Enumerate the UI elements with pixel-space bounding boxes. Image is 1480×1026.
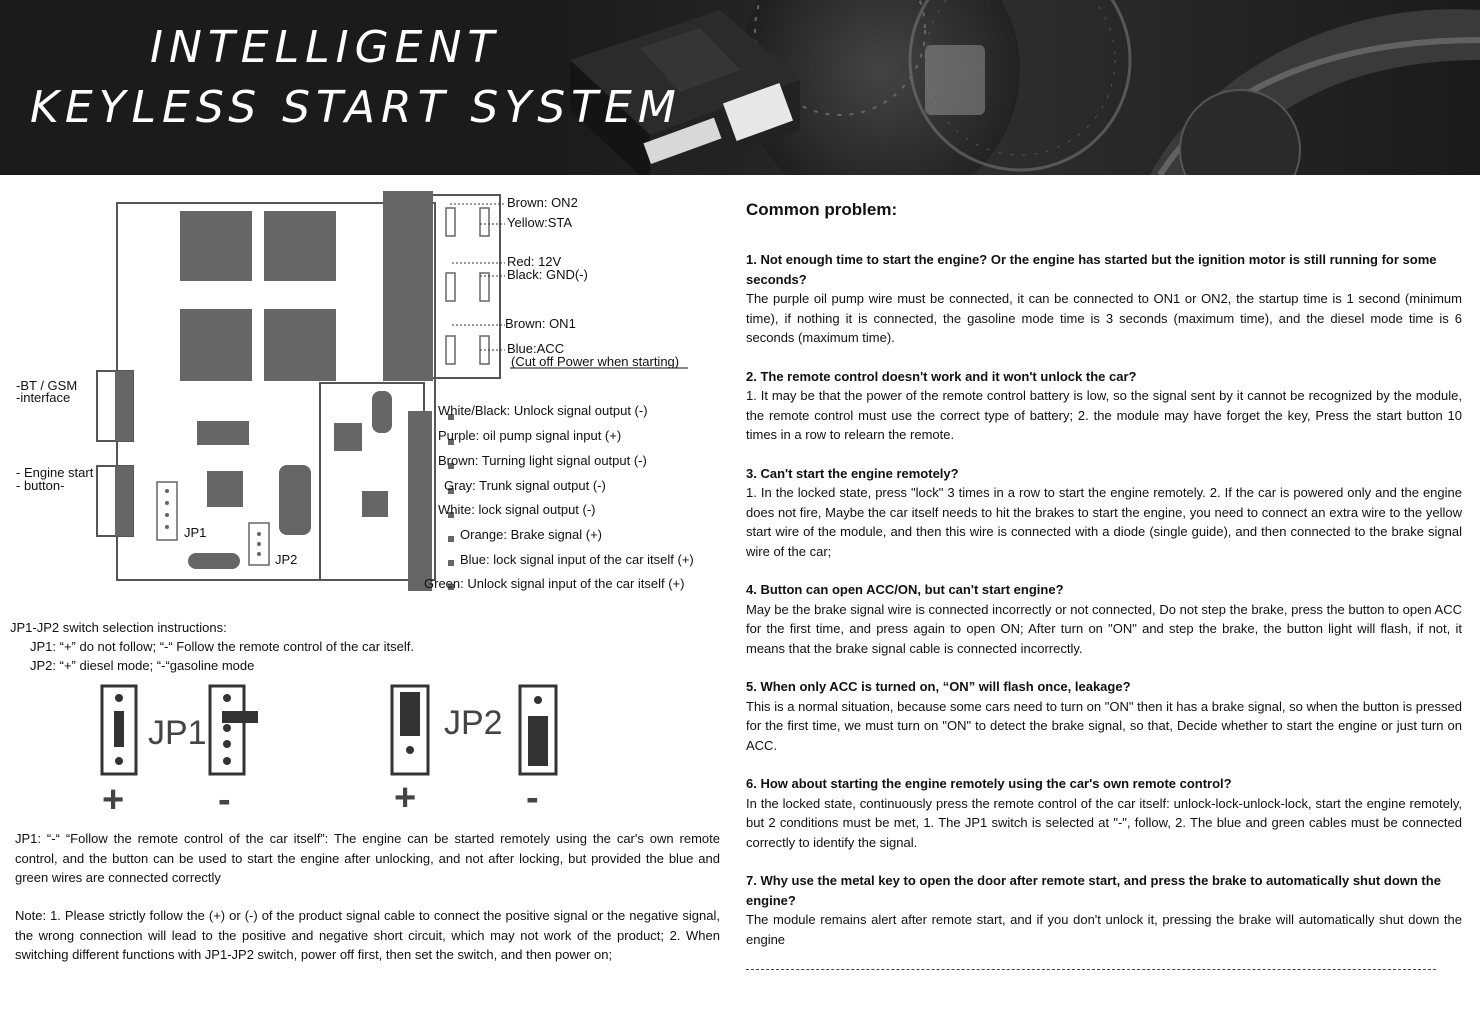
problem-question: 7. Why use the metal key to open the door after remote start, and press the brake to automatically shut down the engine?	[746, 873, 1441, 908]
wire-label-black-gnd: Black: GND(-)	[507, 267, 588, 282]
problem-question: 4. Button can open ACC/ON, but can't start engine?	[746, 582, 1064, 597]
jumper-figure	[90, 676, 590, 826]
jp2-figure-label: JP2	[444, 704, 503, 742]
jp1-figure-label: JP1	[148, 714, 207, 752]
wire-label-blue-acc: Blue:ACC	[507, 341, 565, 356]
jp1-follow-note: JP1: “-“ “Follow the remote control of the car itself”: The engine can be started remotely using the car's own remote control, and the button can be used to start the engine after unlocking, and not after locking, but provided the blue and green wires are connected correctly	[15, 831, 720, 885]
common-problems-title: Common problem:	[746, 200, 898, 219]
problem-question: 5. When only ACC is turned on, “ON” will flash once, leakage?	[746, 679, 1131, 694]
problem-answer: The module remains alert after remote start, and if you don't unlock it, pressing the brake will automatically shut down the engine	[746, 912, 1462, 947]
wire-label-white-black: White/Black: Unlock signal output (-)	[438, 403, 648, 418]
circuit-board-drawing	[0, 178, 730, 608]
wiring-note: Note: 1. Please strictly follow the (+) or (-) of the product signal cable to connect the positive signal or the negative signal, the wrong connection will lead to the positive and negative short circuit, which may not work of the product; 2. When switching different functions with JP1-JP2 switch, power off first, then set the switch, and then power on;	[15, 908, 720, 962]
jp1-plus-sign: +	[102, 779, 125, 821]
wiring-diagram	[0, 178, 730, 608]
wire-label-brown-on2: Brown: ON2	[507, 195, 578, 210]
port-label-engine-start: - Engine start	[16, 465, 94, 480]
problem-answer: May be the brake signal wire is connected incorrectly or not connected, Do not step the brake, press the button to open ACC for the first time, and press again to open ON; After turn on "ON" and step the brake, the button light will flash, if not, it means that the brake signal cable is connected incorrectly.	[746, 601, 1462, 656]
port-label-button: - button-	[16, 478, 65, 493]
port-label-interface: -interface	[16, 390, 71, 405]
problem-item	[746, 580, 1462, 658]
jp2-plus-sign: +	[394, 777, 417, 819]
header-banner	[0, 0, 1480, 175]
wire-label-orange: Orange: Brake signal (+)	[460, 527, 602, 542]
wire-label-purple: Purple: oil pump signal input (+)	[438, 428, 622, 443]
problem-answer: 1. It may be that the power of the remote control battery is low, so the signal sent by it cannot be recognized by the module, the remote control must use the correct type of battery; 2. the module may have forget the key, Press the start button 10 times in a row to relearn the remote.	[746, 388, 1462, 442]
problem-item	[746, 677, 1462, 755]
wire-label-blue-lock: Blue: lock signal input of the car itself (+)	[460, 552, 694, 567]
problem-question: 1. Not enough time to start the engine? Or the engine has started but the ignition motor is still running for some seconds?	[746, 252, 1437, 287]
port-label-bt-gsm: -BT / GSM	[16, 378, 78, 393]
common-problems	[746, 200, 1462, 968]
problem-answer: 1. In the locked state, press "lock" 3 times in a row to start the engine remotely. 2. If the car is powered only and the engine does not fire, Maybe the car itself needs to hit the brakes to start the engine, you need to connect an extra wire to the yellow start wire of the module, and then this wire is connected with a diode (single guide), and then connected to the brake signal wire of the car;	[746, 485, 1462, 559]
wire-label-acc-note: (Cut off Power when starting)	[511, 354, 680, 369]
board-label-jp1: JP1	[184, 525, 207, 540]
problem-answer: In the locked state, continuously press the remote control of the car itself: unlock-lock-unlock-lock, start the engine remotely, but 2 conditions must be met, 1. The JP1 switch is selected at "-", follow, 2. The blue and green cables must be connected correctly to identify the signal.	[746, 795, 1462, 850]
problem-item	[746, 250, 1462, 348]
problem-item	[746, 774, 1462, 852]
jp2-minus-sign: -	[526, 777, 539, 819]
wire-label-green: Green: Unlock signal input of the car itself (+)	[424, 576, 685, 591]
wire-label-brown-turn: Brown: Turning light signal output (-)	[438, 453, 647, 468]
problem-item	[746, 367, 1462, 445]
problem-question: 2. The remote control doesn't work and it won't unlock the car?	[746, 368, 1137, 384]
problem-answer: The purple oil pump wire must be connected, it can be connected to ON1 or ON2, the startup time is 1 second (minimum time), if nothing it is connected, the gasoline mode time is 3 seconds (maximum time), and the diesel mode time is 6 seconds (maximum time).	[746, 291, 1462, 345]
wire-label-red-12v: Red: 12V	[507, 254, 562, 269]
problem-question: 6. How about starting the engine remotely using the car's own remote control?	[746, 776, 1232, 791]
wire-label-yellow-sta: Yellow:STA	[507, 215, 573, 230]
jp1-instruction: JP1: “+” do not follow; “-“ Follow the remote control of the car itself.	[30, 639, 415, 654]
jp-instructions-heading: JP1-JP2 switch selection instructions:	[10, 620, 227, 635]
wire-label-gray: Gray: Trunk signal output (-)	[444, 478, 606, 493]
wire-label-white: White: lock signal output (-)	[438, 502, 596, 517]
wire-label-brown-on1: Brown: ON1	[505, 316, 576, 331]
banner-title-line1: INTELLIGENT	[150, 22, 501, 73]
jp2-instruction: JP2: “+” diesel mode; “-“gasoline mode	[30, 658, 255, 673]
problem-item	[746, 464, 1462, 562]
jp-instructions	[10, 618, 414, 675]
problem-question: 3. Can't start the engine remotely?	[746, 465, 959, 481]
problem-item	[746, 871, 1462, 949]
dashed-divider	[746, 969, 1436, 970]
banner-title-line2: KEYLESS START SYSTEM	[30, 82, 682, 133]
board-label-jp2: JP2	[275, 552, 298, 567]
jp1-minus-sign: -	[218, 779, 231, 821]
problem-answer: This is a normal situation, because some cars need to turn on "ON" then it has a brake signal, so when the button is pressed for the first time, we must turn on "ON" to detect the brake signal, so that, Decide whether to start the engine or just turn on ACC.	[746, 698, 1462, 753]
